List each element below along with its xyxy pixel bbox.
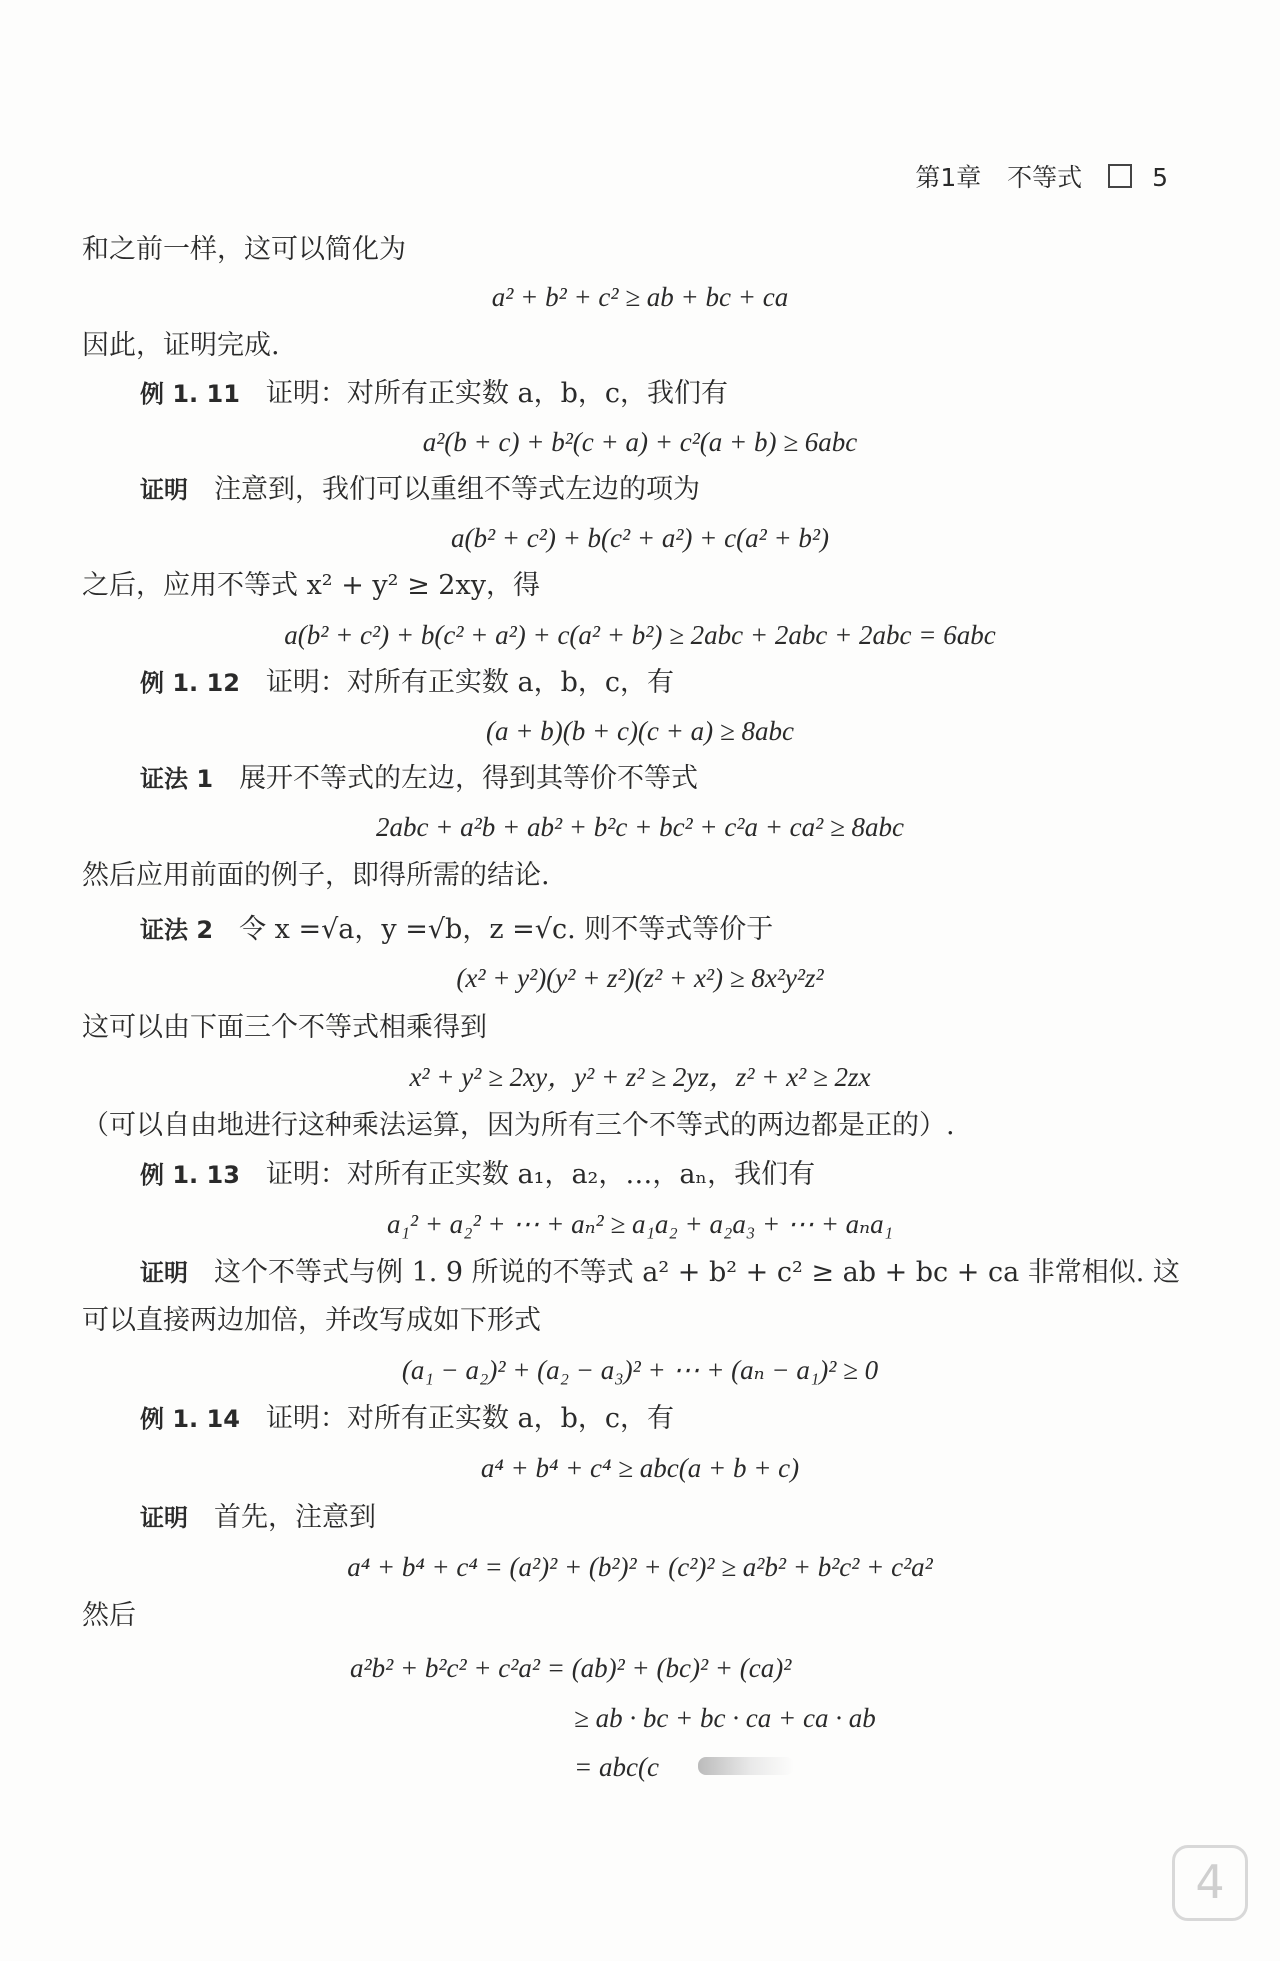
formula: ≥ ab · bc + bc · ca + ca · ab [574,1703,876,1733]
formula: a(b² + c²) + b(c² + a²) + c(a² + b²) ≥ 2abc + 2abc + 2abc = 6abc [284,620,996,650]
example-text: 证明：对所有正实数 a₁，a₂，…，aₙ，我们有 [265,1159,816,1190]
text-line: 和之前一样，这可以简化为 [82,234,406,265]
text-line: 然后 [82,1600,136,1631]
text-line: 可以直接两边加倍，并改写成如下形式 [82,1305,541,1336]
formula-truncated: = abc(c [574,1752,659,1782]
example-label: 例 1. 11 [140,380,240,408]
formula: a₁² + a₂² + ⋯ + aₙ² ≥ a₁a₂ + a₂a₃ + ⋯ + aₙa₁ [386,1209,893,1239]
formula: (a₁ − a₂)² + (a₂ − a₃)² + ⋯ + (aₙ − a₁)² ≥ 0 [401,1355,879,1385]
formula: a⁴ + b⁴ + c⁴ = (a²)² + (b²)² + (c²)² ≥ a²b² + b²c² + c²a² [347,1552,933,1582]
page-number: 5 [1152,163,1168,192]
proof-1-14 [140,1500,1190,1536]
proof-text: 首先，注意到 [214,1502,376,1533]
example-text: 证明：对所有正实数 a，b，c，有 [265,667,675,698]
example-1-11 [140,376,1190,412]
proof-1-11 [140,472,1190,508]
example-label: 例 1. 12 [140,669,240,697]
text-line: （可以自由地进行这种乘法运算，因为所有三个不等式的两边都是正的）. [82,1110,955,1141]
formula: a⁴ + b⁴ + c⁴ ≥ abc(a + b + c) [480,1453,800,1483]
watermark-badge: 4 [1172,1845,1248,1921]
method-label: 证法 1 [140,765,214,793]
example-1-12 [140,665,1190,701]
chapter-title: 不等式 [1007,163,1083,192]
formula: (a + b)(b + c)(c + a) ≥ 8abc [486,716,794,746]
example-text: 证明：对所有正实数 a，b，c，有 [265,1403,675,1434]
example-label: 例 1. 14 [140,1405,240,1433]
formula: a²(b + c) + b²(c + a) + c²(a + b) ≥ 6abc [422,427,858,457]
example-label: 例 1. 13 [140,1161,240,1189]
formula: (x² + y²)(y² + z²)(z² + x²) ≥ 8x²y²z² [456,963,824,993]
proof-1-13 [140,1255,1190,1291]
method-2 [140,912,1190,948]
chapter-number: 第1章 [915,163,982,192]
example-1-14 [140,1401,1190,1437]
text-line: 因此，证明完成. [82,330,280,361]
proof-label: 证明 [140,476,188,504]
text-line: 然后应用前面的例子，即得所需的结论. [82,860,550,891]
proof-text: 这个不等式与例 1. 9 所说的不等式 a² + b² + c² ≥ ab + bc + ca 非常相似. 这 [214,1257,1180,1288]
proof-label: 证明 [140,1259,188,1287]
example-text: 证明：对所有正实数 a，b，c，我们有 [265,378,729,409]
formula: x² + y² ≥ 2xy，y² + z² ≥ 2yz，z² + x² ≥ 2zx [409,1062,871,1092]
formula: a(b² + c²) + b(c² + a²) + c(a² + b²) [450,523,830,553]
method-text: 展开不等式的左边，得到其等价不等式 [239,763,699,794]
formula: a²b² + b²c² + c²a² = (ab)² + (bc)² + (ca)² [350,1653,792,1683]
formula: 2abc + a²b + ab² + b²c + bc² + c²a + ca² ≥ 8abc [375,812,905,842]
method-1 [140,761,1190,797]
square-icon [1108,164,1132,188]
example-1-13 [140,1157,1190,1193]
text-line: 这可以由下面三个不等式相乘得到 [82,1012,487,1043]
formula: a² + b² + c² ≥ ab + bc + ca [491,282,789,312]
running-header [915,158,1168,194]
proof-text: 注意到，我们可以重组不等式左边的项为 [214,474,700,505]
method-text: 令 x =√a，y =√b，z =√c. 则不等式等价于 [239,914,774,945]
text-line: 之后，应用不等式 x² + y² ≥ 2xy，得 [82,570,540,601]
proof-label: 证明 [140,1504,188,1532]
smudge [698,1757,794,1775]
method-label: 证法 2 [140,916,214,944]
